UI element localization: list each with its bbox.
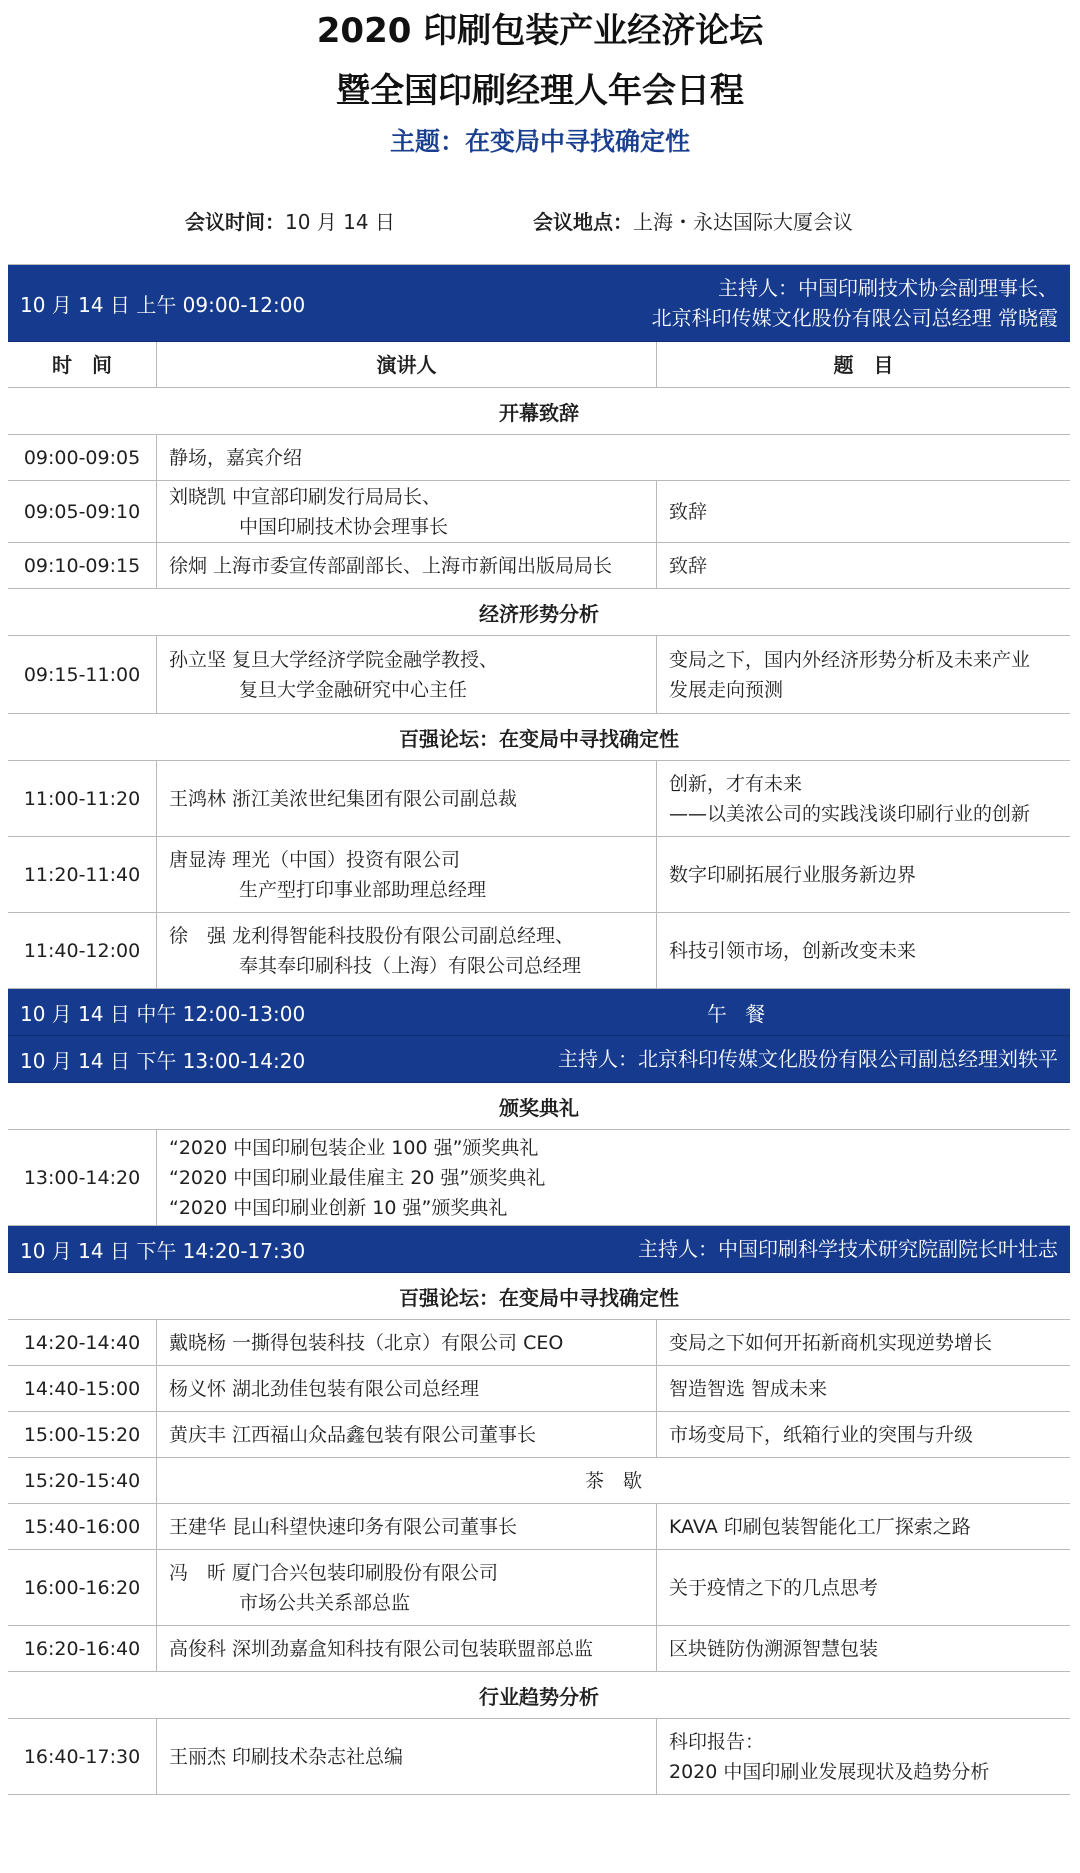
topic-line: 变局之下，国内外经济形势分析及未来产业: [669, 648, 1031, 671]
table-row: [8, 1320, 1070, 1366]
time-cell: 14:40-15:00: [8, 1366, 157, 1411]
speaker-line: 奉其奉印刷科技（上海）有限公司总经理: [239, 954, 582, 977]
topic-cell: 区块链防伪溯源智慧包装: [669, 1637, 879, 1660]
session-host: [652, 265, 1058, 341]
schedule-table: [8, 264, 1070, 1795]
award-line: “2020 中国印刷业最佳雇主 20 强”颁奖典礼: [169, 1166, 546, 1189]
speaker-line: 冯 昕 厦门合兴包装印刷股份有限公司: [169, 1561, 499, 1584]
time-cell: 09:00-09:05: [8, 435, 157, 480]
time-cell: 11:00-11:20: [8, 761, 157, 836]
table-row: [8, 481, 1070, 543]
speaker-cell: 黄庆丰 江西福山众品鑫包装有限公司董事长: [157, 1412, 657, 1457]
table-row: [8, 837, 1070, 913]
time-cell: 09:10-09:15: [8, 543, 157, 588]
topic-cell: 智造智选 智成未来: [669, 1377, 828, 1400]
page-title-line2: 暨全国印刷经理人年会日程: [336, 71, 744, 111]
tea-break-cell: 茶 歇: [584, 1469, 642, 1492]
speaker-line: 徐 强 龙利得智能科技股份有限公司副总经理、: [169, 924, 575, 947]
time-cell: 15:40-16:00: [8, 1504, 157, 1549]
meeting-time: [185, 206, 395, 238]
topic-line: 发展走向预测: [669, 678, 784, 701]
time-cell: 14:20-14:40: [8, 1320, 157, 1365]
meeting-place: [533, 206, 853, 238]
topic-cell: KAVA 印刷包装智能化工厂探索之路: [669, 1515, 971, 1538]
session-band-lunch: [8, 989, 1070, 1036]
header-topic: 题 目: [833, 352, 894, 377]
topic-cell: [657, 1719, 1070, 1794]
topic-cell: 致辞: [669, 500, 708, 523]
time-cell: 09:05-09:10: [8, 481, 157, 542]
speaker-line: 唐显涛 理光（中国）投资有限公司: [169, 848, 461, 871]
time-cell: 15:00-15:20: [8, 1412, 157, 1457]
topic-cell: [657, 636, 1070, 713]
session-time: 10 月 14 日 中午 12:00-13:00: [20, 1001, 306, 1026]
topic-cell: 致辞: [669, 554, 708, 577]
section-heading: 百强论坛：在变局中寻找确定性: [8, 714, 1070, 761]
session-host: 主持人：北京科印传媒文化股份有限公司副总经理刘轶平: [558, 1047, 1058, 1071]
time-cell: 16:20-16:40: [8, 1626, 157, 1671]
meeting-place-value: 上海・永达国际大厦会议: [633, 210, 853, 234]
table-row: [8, 1412, 1070, 1458]
table-row: [8, 543, 1070, 589]
time-cell: 16:00-16:20: [8, 1550, 157, 1625]
session-band-morning: [8, 265, 1070, 342]
topic-cell: 变局之下如何开拓新商机实现逆势增长: [669, 1331, 993, 1354]
section-heading: 开幕致辞: [8, 388, 1070, 435]
speaker-cell: [157, 636, 657, 713]
table-row: [8, 1504, 1070, 1550]
speaker-cell: 杨义怀 湖北劲佳包装有限公司总经理: [157, 1366, 657, 1411]
table-row: [8, 435, 1070, 481]
meeting-time-value: 10 月 14 日: [285, 210, 395, 234]
table-row: [8, 913, 1070, 989]
time-cell: 16:40-17:30: [8, 1719, 157, 1794]
session-time: 10 月 14 日 下午 13:00-14:20: [20, 1048, 306, 1073]
topic-cell: 关于疫情之下的几点思考: [669, 1576, 879, 1599]
page-title-line1: 2020 印刷包装产业经济论坛: [316, 11, 764, 51]
topic-cell: 数字印刷拓展行业服务新边界: [669, 863, 917, 886]
speaker-cell: [157, 837, 657, 912]
table-row: [8, 1626, 1070, 1672]
speaker-line: 孙立坚 复旦大学经济学院金融学教授、: [169, 648, 499, 671]
table-row: [8, 1719, 1070, 1795]
table-row: [8, 1366, 1070, 1412]
meeting-time-label: 会议时间：: [185, 210, 285, 234]
speaker-line: 中国印刷技术协会理事长: [239, 515, 449, 538]
speaker-cell: 王建华 昆山科望快速印务有限公司董事长: [157, 1504, 657, 1549]
host-line: 主持人：中国印刷技术协会副理事长、: [718, 276, 1058, 300]
speaker-cell: 静场，嘉宾介绍: [169, 446, 303, 469]
award-line: “2020 中国印刷业创新 10 强”颁奖典礼: [169, 1196, 508, 1219]
session-time: 10 月 14 日 上午 09:00-12:00: [20, 292, 306, 317]
speaker-cell: [157, 1550, 657, 1625]
award-cell: [157, 1130, 1070, 1225]
topic-line: ——以美浓公司的实践浅谈印刷行业的创新: [669, 802, 1031, 825]
time-cell: 15:20-15:40: [8, 1458, 157, 1503]
time-cell: 13:00-14:20: [8, 1130, 157, 1225]
topic-line: 科印报告：: [669, 1730, 765, 1753]
time-cell: 09:15-11:00: [8, 636, 157, 713]
topic-cell: 科技引领市场，创新改变未来: [669, 939, 917, 962]
header-time: 时 间: [8, 342, 157, 387]
topic-line: 创新，才有未来: [669, 772, 803, 795]
topic-line: 2020 中国印刷业发展现状及趋势分析: [669, 1760, 990, 1783]
speaker-cell: 王鸿林 浙江美浓世纪集团有限公司副总裁: [157, 761, 657, 836]
time-cell: 11:20-11:40: [8, 837, 157, 912]
topic-cell: [657, 761, 1070, 836]
table-row: [8, 1458, 1070, 1504]
table-row: [8, 636, 1070, 714]
section-heading: 经济形势分析: [8, 589, 1070, 636]
table-row: [8, 761, 1070, 837]
speaker-line: 市场公共关系部总监: [239, 1591, 411, 1614]
session-band-afternoon-1: [8, 1036, 1070, 1083]
topic-cell: 市场变局下，纸箱行业的突围与升级: [669, 1423, 974, 1446]
host-line: 北京科印传媒文化股份有限公司总经理 常晓霞: [651, 306, 1058, 330]
header-speaker: 演讲人: [157, 342, 657, 387]
speaker-cell: [157, 913, 657, 988]
session-time: 10 月 14 日 下午 14:20-17:30: [20, 1238, 306, 1263]
theme-subtitle: 主题：在变局中寻找确定性: [389, 127, 690, 156]
speaker-line: 生产型打印事业部助理总经理: [239, 878, 487, 901]
section-heading: 百强论坛：在变局中寻找确定性: [8, 1273, 1070, 1320]
table-row: [8, 1550, 1070, 1626]
session-band-afternoon-2: [8, 1226, 1070, 1273]
speaker-cell: 高俊科 深圳劲嘉盒知科技有限公司包装联盟部总监: [157, 1626, 657, 1671]
section-heading: 行业趋势分析: [8, 1672, 1070, 1719]
section-heading: 颁奖典礼: [8, 1083, 1070, 1130]
speaker-cell: 王丽杰 印刷技术杂志社总编: [157, 1719, 657, 1794]
table-header-row: [8, 342, 1070, 388]
speaker-cell: 戴晓杨 一撕得包装科技（北京）有限公司 CEO: [157, 1320, 657, 1365]
speaker-line: 复旦大学金融研究中心主任: [239, 678, 468, 701]
meeting-place-label: 会议地点：: [533, 210, 633, 234]
session-host: 主持人：中国印刷科学技术研究院副院长叶壮志: [638, 1237, 1058, 1261]
table-row: [8, 1130, 1070, 1226]
speaker-cell: 徐炯 上海市委宣传部副部长、上海市新闻出版局局长: [157, 543, 657, 588]
speaker-cell: [157, 481, 657, 542]
time-cell: 11:40-12:00: [8, 913, 157, 988]
speaker-line: 刘晓凯 中宣部印刷发行局局长、: [169, 485, 442, 508]
award-line: “2020 中国印刷包装企业 100 强”颁奖典礼: [169, 1136, 539, 1159]
lunch-label: 午 餐: [706, 1001, 772, 1026]
